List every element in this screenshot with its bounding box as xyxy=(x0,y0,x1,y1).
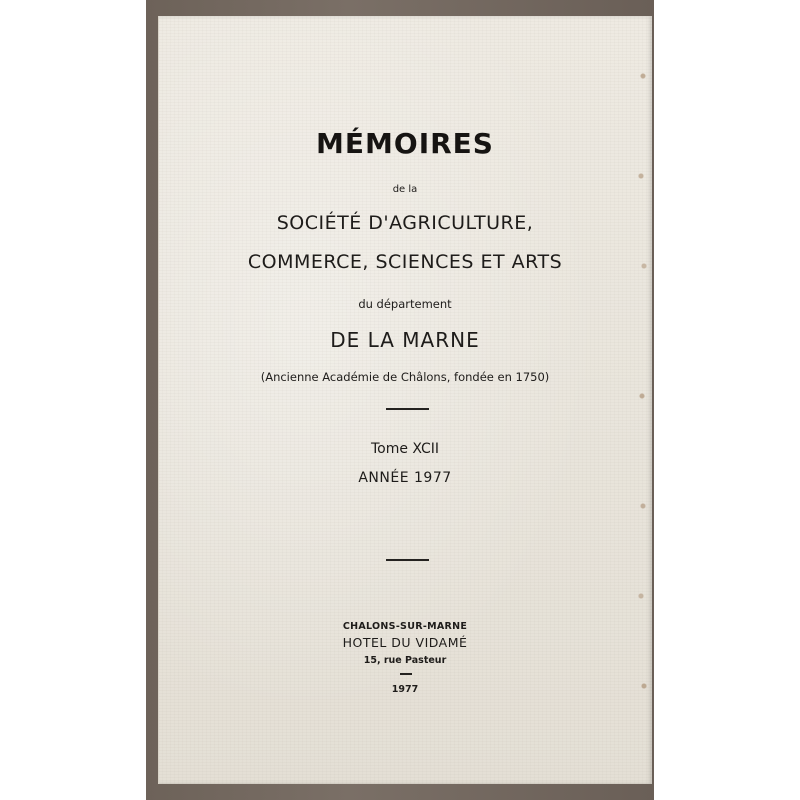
academy-subtitle: (Ancienne Académie de Châlons, fondée en 1750) xyxy=(260,370,550,384)
publisher-city: CHALONS-SUR-MARNE xyxy=(342,621,468,632)
publication-year: 1977 xyxy=(391,684,419,695)
society-line-1: SOCIÉTÉ D'AGRICULTURE, xyxy=(276,212,534,234)
publisher-building: HOTEL DU VIDAMÉ xyxy=(342,635,468,650)
divider-rule-bottom xyxy=(386,559,429,561)
publisher-dash xyxy=(400,673,412,675)
marne-heading: DE LA MARNE xyxy=(330,328,480,352)
divider-rule-top xyxy=(386,408,429,410)
society-line-2: COMMERCE, SCIENCES ET ARTS xyxy=(247,251,563,273)
publisher-street: 15, rue Pasteur xyxy=(363,655,447,666)
de-la-text: de la xyxy=(392,184,418,195)
year-heading: ANNÉE 1977 xyxy=(358,470,452,486)
departement-text: du département xyxy=(358,297,452,311)
tome-number: Tome XCII xyxy=(370,441,440,457)
cover-title: MÉMOIRES xyxy=(316,127,494,160)
book-cover xyxy=(158,16,652,784)
